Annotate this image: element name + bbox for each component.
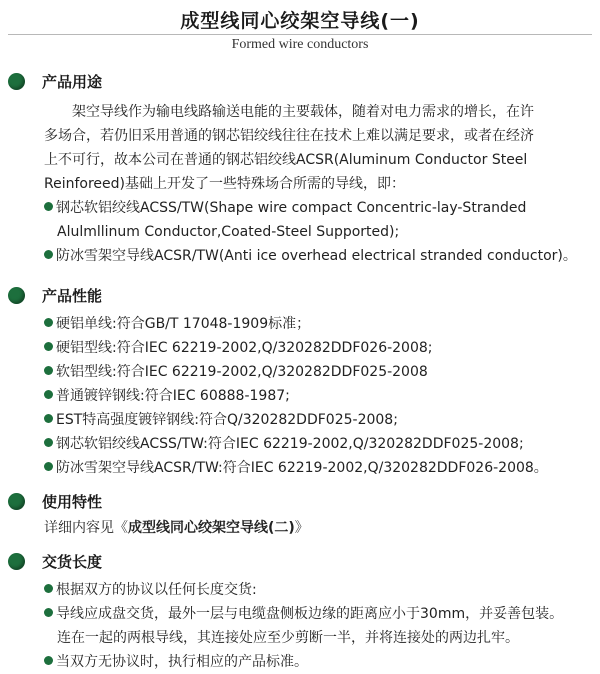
section-bullet-icon	[8, 287, 25, 304]
bullet-icon	[44, 414, 53, 423]
bullet-icon	[44, 608, 53, 617]
paragraph-line: 多场合，若仍旧采用普通的钢芯铝绞线往往在技术上难以满足要求，或者在经济	[44, 128, 534, 144]
list-item: 软铝型线:符合IEC 62219-2002,Q/320282DDF025-2008	[44, 360, 596, 384]
section-title: 交货长度	[42, 553, 103, 571]
section-title: 产品用途	[42, 73, 103, 91]
list-item: 导线应成盘交货，最外一层与电缆盘侧板边缘的距离应小于30mm，并妥善包装。 连在一起的两根导线，其连接处应至少剪断一半，并将连接处的两边扎牢。	[44, 602, 596, 650]
list-item: 钢芯软铝绞线ACSS/TW(Shape wire compact Concentric-lay-Stranded Alulmllinum Conductor,Coated-Steel Supported);	[44, 196, 596, 244]
paragraph-line: 上不可行，故本公司在普通的钢芯铝绞线ACSR(Aluminum Conductor Steel	[44, 152, 528, 168]
section-features	[0, 490, 600, 514]
section-delivery	[0, 550, 600, 574]
section-title: 产品性能	[42, 287, 103, 305]
list-item: 硬铝单线:符合GB/T 17048-1909标准；	[44, 312, 596, 336]
reference-title: 成型线同心绞架空导线(二)	[128, 520, 295, 536]
features-text: 详细内容见《成型线同心绞架空导线(二)》	[44, 520, 309, 536]
section-header	[0, 284, 600, 308]
bullet-icon	[44, 438, 53, 447]
list-item: 根据双方的协议以任何长度交货:	[44, 578, 596, 602]
section-header	[0, 70, 600, 94]
page-title: 成型线同心绞架空导线(一)	[180, 10, 420, 32]
list-item: 防冰雪架空导线ACSR/TW:符合IEC 62219-2002,Q/320282DDF026-2008。	[44, 456, 596, 480]
usage-paragraph	[44, 100, 590, 196]
bullet-icon	[44, 584, 53, 593]
list-item: 钢芯软铝绞线ACSS/TW:符合IEC 62219-2002,Q/320282DDF025-2008;	[44, 432, 596, 456]
section-bullet-icon	[8, 73, 25, 90]
section-bullet-icon	[8, 553, 25, 570]
section-title: 使用特性	[42, 493, 103, 511]
page-header	[0, 0, 600, 62]
section-bullet-icon	[8, 493, 25, 510]
bullet-icon	[44, 390, 53, 399]
list-item: EST特高强度镀锌钢线:符合Q/320282DDF025-2008;	[44, 408, 596, 432]
paragraph-line: 架空导线作为输电线路输送电能的主要载体，随着对电力需求的增长，在许	[72, 104, 534, 120]
bullet-icon	[44, 202, 53, 211]
list-item: 当双方无协议时，执行相应的产品标准。	[44, 650, 596, 674]
paragraph-line: Reinforeed)基础上开发了一些特殊场合所需的导线，即：	[44, 176, 405, 192]
bullet-icon	[44, 462, 53, 471]
bullet-icon	[44, 366, 53, 375]
section-header	[0, 490, 600, 514]
section-performance	[0, 284, 600, 308]
page-subtitle: Formed wire conductors	[231, 37, 369, 52]
list-item: 硬铝型线:符合IEC 62219-2002,Q/320282DDF026-2008;	[44, 336, 596, 360]
bullet-icon	[44, 318, 53, 327]
list-item: 普通镀锌钢线:符合IEC 60888-1987;	[44, 384, 596, 408]
section-usage	[0, 70, 600, 94]
title-divider	[8, 34, 592, 35]
section-header	[0, 550, 600, 574]
list-item: 防冰雪架空导线ACSR/TW(Anti ice overhead electrical stranded conductor)。	[44, 244, 596, 268]
bullet-icon	[44, 656, 53, 665]
bullet-icon	[44, 342, 53, 351]
bullet-icon	[44, 250, 53, 259]
